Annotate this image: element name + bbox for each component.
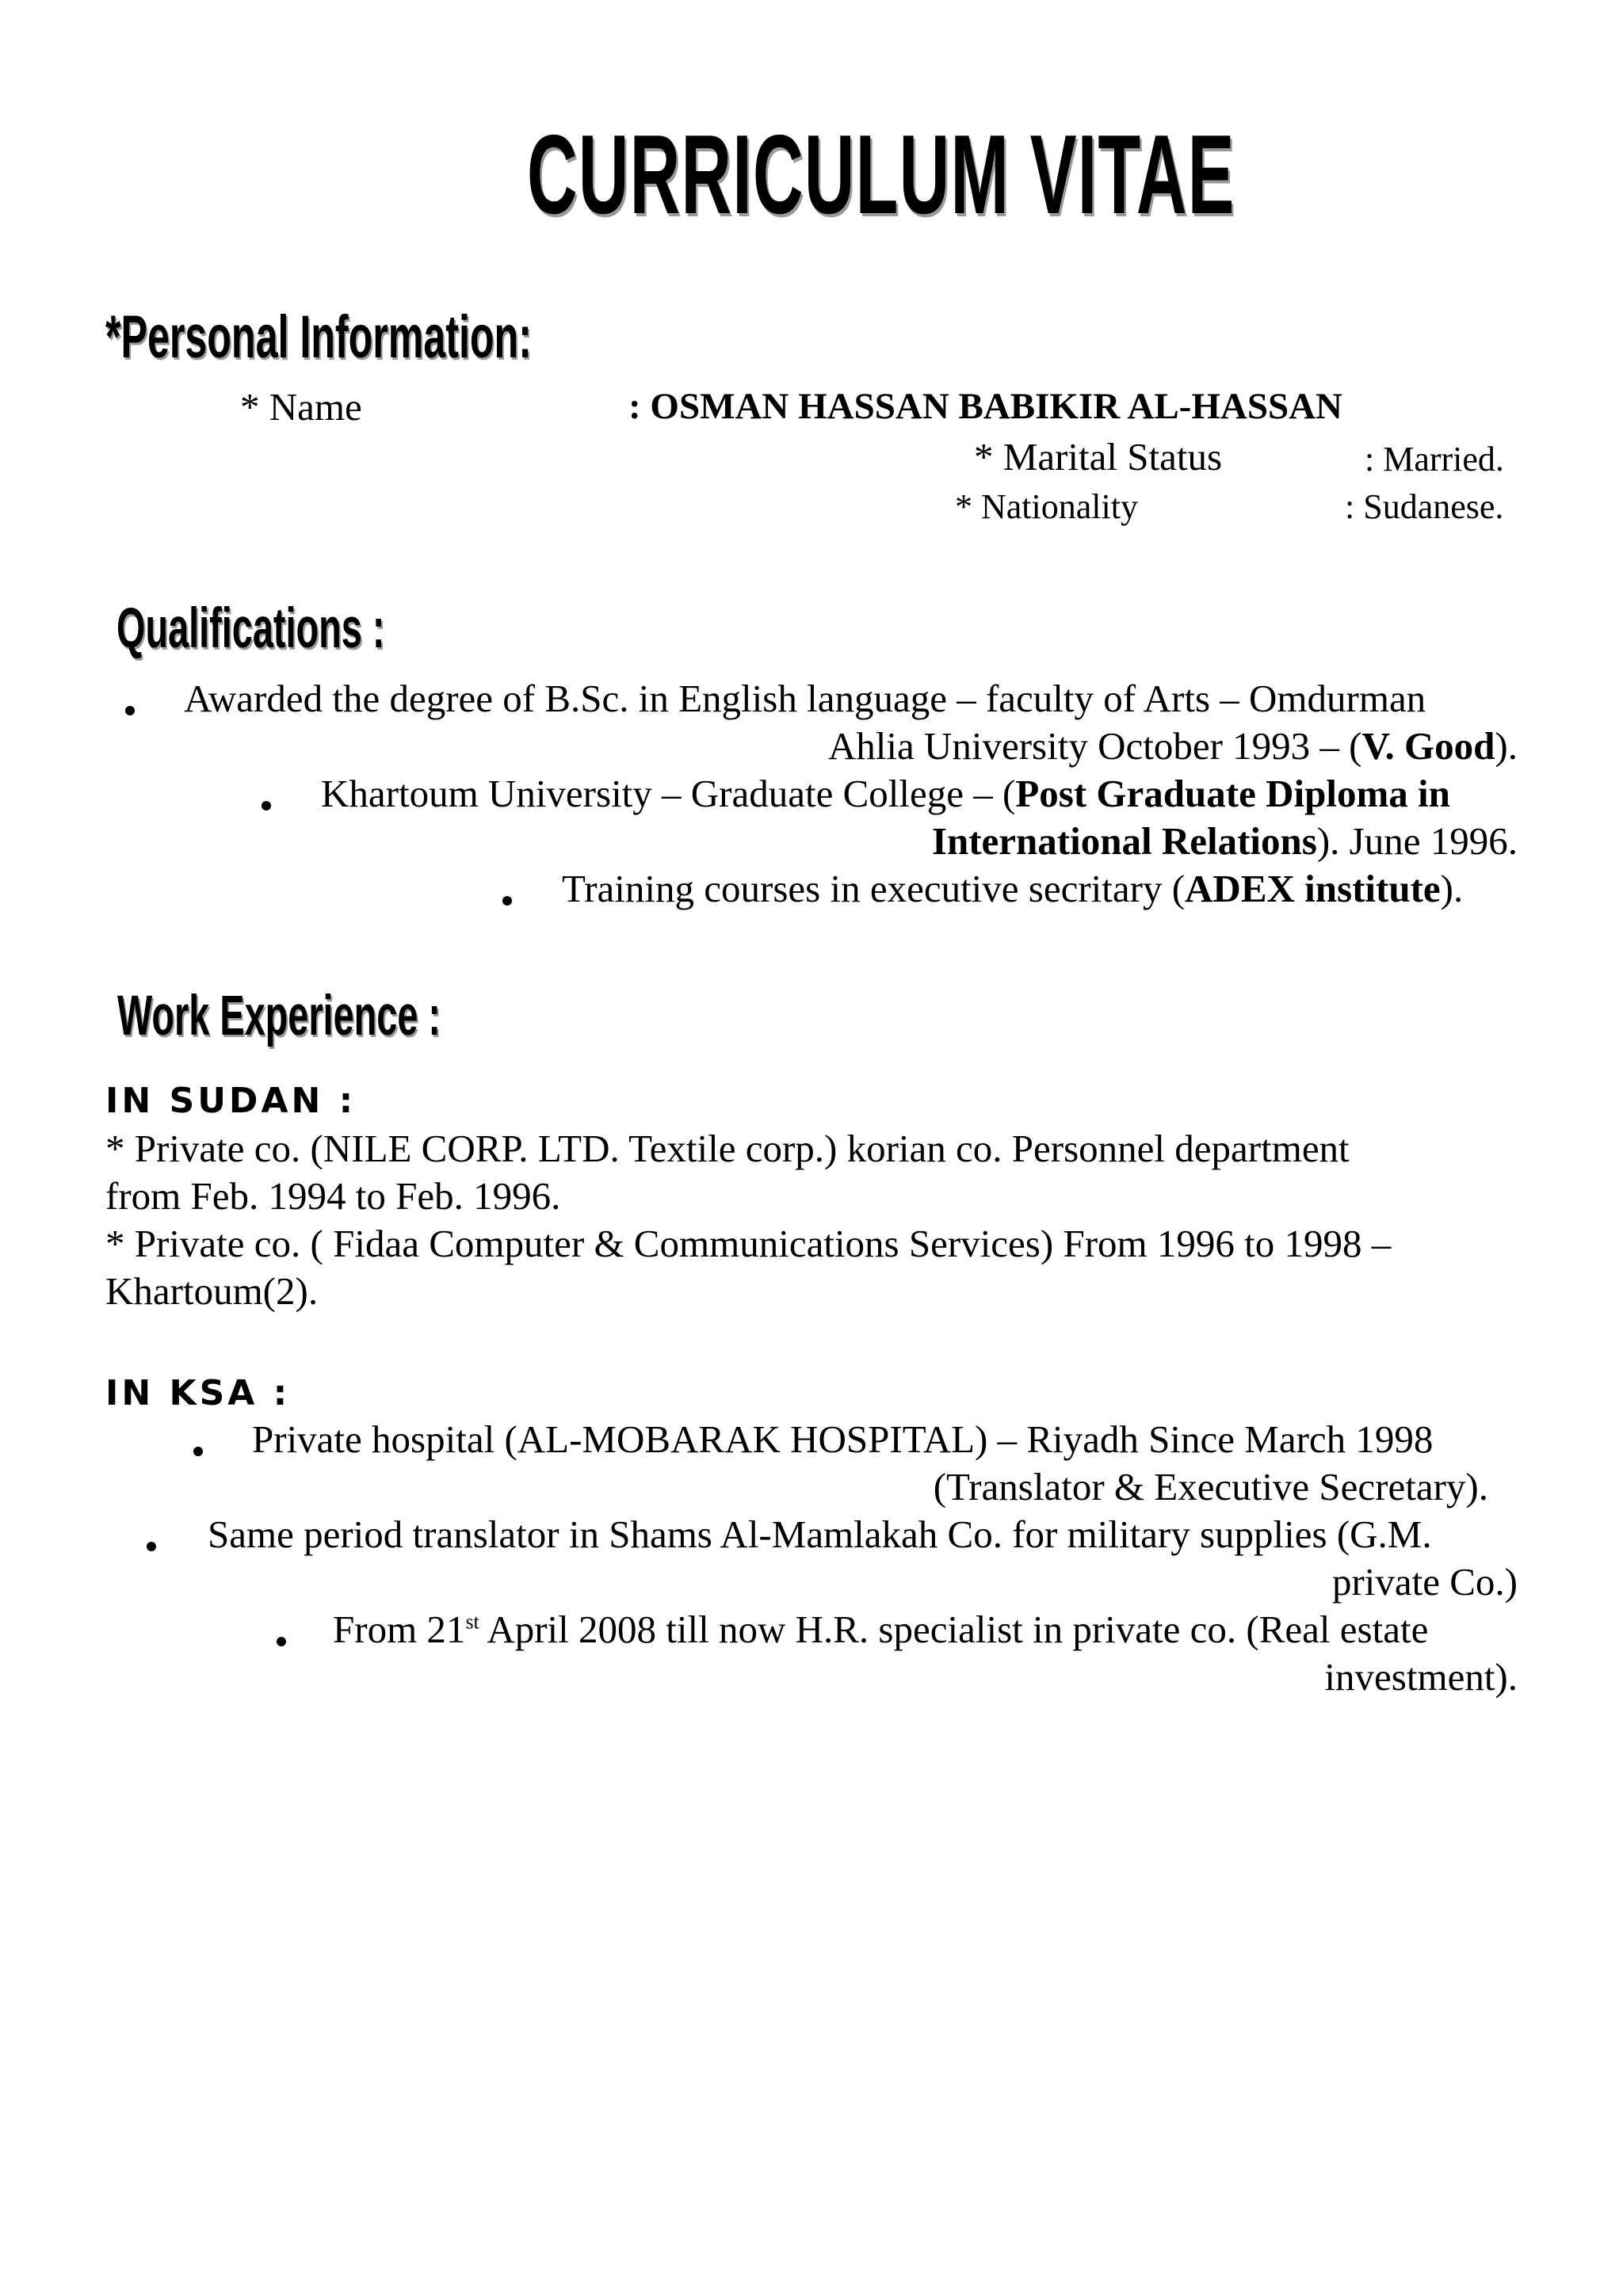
ksa-job-2-line-1: Same period translator in Shams Al-Mamlakah Co. for military supplies (G.M. [208, 1512, 1432, 1556]
ksa-job-1-line-1: Private hospital (AL-MOBARAK HOSPITAL) – Riyadh Since March 1998 [252, 1417, 1434, 1461]
ksa-job-2-line-2: private Co.) [1331, 1560, 1518, 1604]
nationality-value: : Sudanese. [1345, 487, 1504, 526]
nationality-label: * Nationality [955, 487, 1138, 526]
bullet-icon [262, 801, 271, 810]
ksa-job-3-line-2: investment). [1324, 1655, 1518, 1699]
personal-info-heading: *Personal Information: [105, 303, 532, 371]
qualification-2-line-1: Khartoum University – Graduate College – (Post Graduate Diploma in [321, 772, 1450, 815]
bullet-icon [277, 1637, 286, 1646]
cv-title: CURRICULUM VITAE [527, 112, 1235, 238]
bullet-icon [125, 706, 135, 715]
ksa-job-1-line-2: (Translator & Executive Secretary). [933, 1465, 1488, 1508]
qualification-2-line-2: International Relations). June 1996. [931, 819, 1518, 863]
marital-status-value: : Married. [1365, 440, 1504, 479]
name-label: * Name [240, 385, 362, 429]
ksa-job-3-line-1: From 21st April 2008 till now H.R. specialist in private co. (Real estate [333, 1608, 1429, 1651]
sudan-job-1-line-2: from Feb. 1994 to Feb. 1996. [105, 1174, 561, 1218]
in-sudan-heading: IN SUDAN : [105, 1081, 357, 1121]
bullet-icon [502, 896, 512, 906]
sudan-job-2-line-1: * Private co. ( Fidaa Computer & Communications Services) From 1996 to 1998 – [105, 1222, 1392, 1265]
sudan-job-1-line-1: * Private co. (NILE CORP. LTD. Textile corp.) korian co. Personnel department [105, 1127, 1350, 1170]
qualification-3: Training courses in executive secritary (ADEX institute). [562, 867, 1464, 910]
in-ksa-heading: IN KSA : [105, 1373, 291, 1413]
bullet-icon [193, 1447, 203, 1456]
name-value: : OSMAN HASSAN BABIKIR AL-HASSAN [628, 386, 1342, 427]
bullet-icon [147, 1542, 156, 1551]
qualifications-heading: Qualifications : [116, 597, 385, 660]
sudan-job-2-line-2: Khartoum(2). [105, 1269, 319, 1313]
work-experience-heading: Work Experience : [117, 985, 441, 1047]
qualification-1-line-1: Awarded the degree of B.Sc. in English language – faculty of Arts – Omdurman [184, 677, 1426, 720]
qualification-1-line-2: Ahlia University October 1993 – (V. Good). [827, 724, 1518, 768]
marital-status-label: * Marital Status [974, 435, 1223, 479]
